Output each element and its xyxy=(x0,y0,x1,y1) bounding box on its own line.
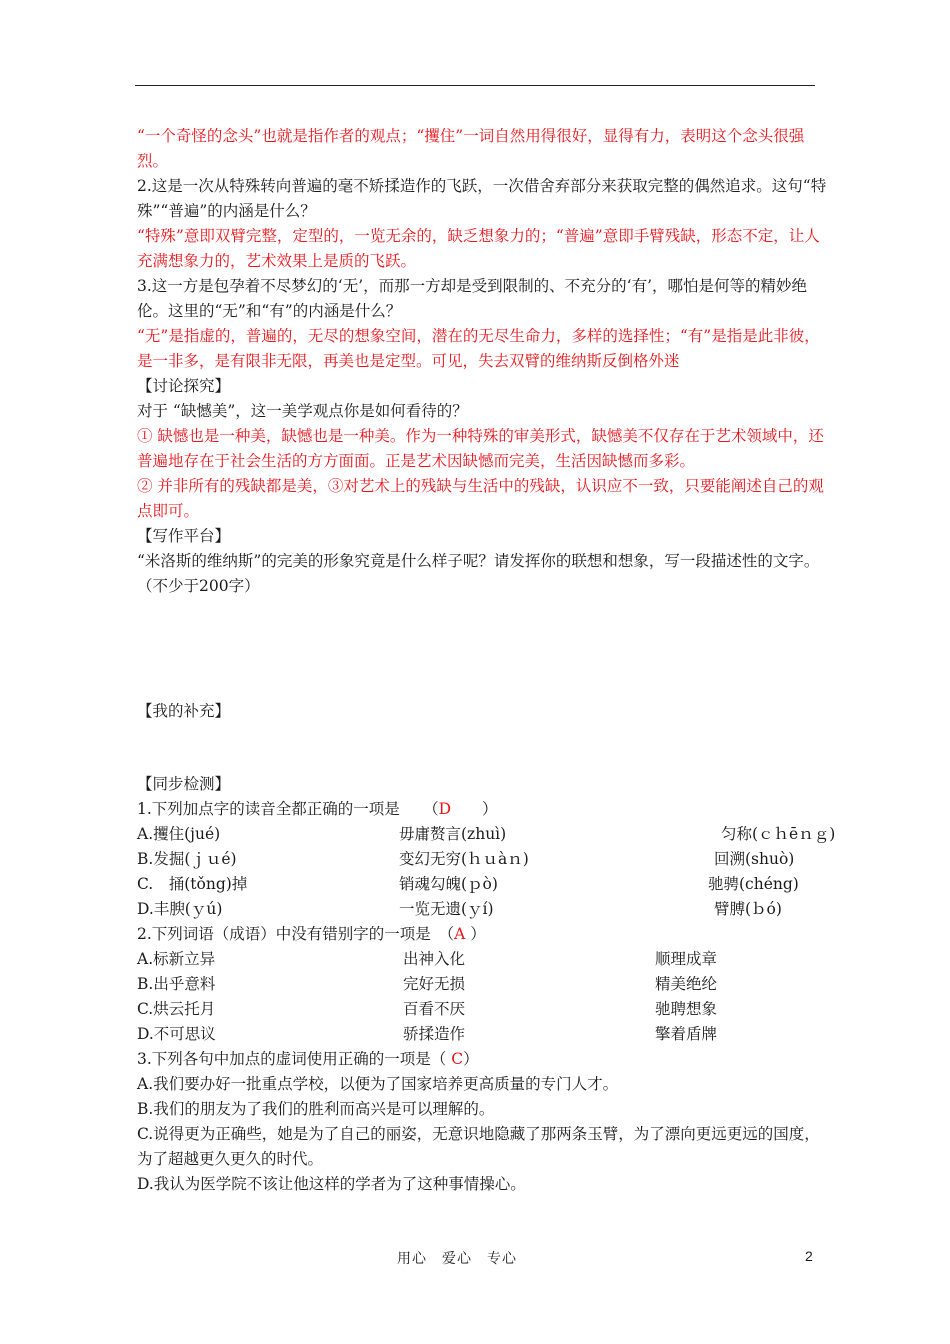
discuss-question: 对于 “缺憾美”，这一美学观点你是如何看待的？ xyxy=(137,402,468,420)
question-3: 3.这一方是包孕着不尽梦幻的‘无’，而那一方却是受到限制的、不充分的‘有’，哪怕是何等的精妙绝伦。这里的“无”和“有”的内涵是什么？ xyxy=(137,277,807,320)
footer-motto: 用心 爱心 专心 xyxy=(397,1251,517,1267)
quiz-option: A.我们要办好一批重点学校，以便为了国家培养更高质量的专门人才。 xyxy=(137,1075,619,1093)
answer-1: “一个奇怪的念头”也就是指作者的观点；“攫住”一词自然用得很好，显得有力，表明这个念头很强烈。 xyxy=(137,127,805,170)
section-heading-discuss: 【讨论探究】 xyxy=(137,377,231,395)
quiz-answer-2: A xyxy=(454,925,466,943)
quiz-question-2: 2.下列词语（成语）中没有错别字的一项是 （A ） xyxy=(137,925,486,943)
quiz-option-row: C.烘云托月 百看不厌 驰聘想象 xyxy=(137,1000,718,1018)
quiz-option-row: A.标新立异 出神入化 顺理成章 xyxy=(137,950,718,968)
quiz-option: B.我们的朋友为了我们的胜利而高兴是可以理解的。 xyxy=(137,1100,495,1118)
quiz-option-row: C. 捅(tǒng)掉 销魂勾魄(ｐò) 驰骋(chéng) xyxy=(137,875,799,893)
section-heading-test: 【同步检测】 xyxy=(137,775,231,793)
answer-2: “特殊”意即双臂完整，定型的，一览无余的，缺乏想象力的；“普遍”意即手臂残缺，形态不定，让人充满想象力的，艺术效果上是质的飞跃。 xyxy=(137,227,820,270)
quiz-option: C.说得更为正确些，她是为了自己的丽姿，无意识地隐藏了那两条玉臂，为了漂向更远更远的国度，为了超越更久更久的时代。 xyxy=(137,1125,820,1168)
page-number: 2 xyxy=(805,1248,813,1264)
quiz-answer-3: C xyxy=(451,1050,464,1068)
writing-prompt: “米洛斯的维纳斯”的完美的形象究竟是什么样子呢？请发挥你的联想和想象，写一段描述性的文字。（不少于200字） xyxy=(137,552,820,595)
section-heading-supplement: 【我的补充】 xyxy=(137,702,231,720)
quiz-option-row: A.攫住(jué) 毋庸赘言(zhuì) 匀称(ｃｈēｎｇ) xyxy=(137,825,836,843)
quiz-option-row: B.出乎意料 完好无损 精美绝纶 xyxy=(137,975,718,993)
quiz-answer-1: D xyxy=(438,800,452,818)
quiz-question-3: 3.下列各句中加点的虚词使用正确的一项是（ C） xyxy=(137,1050,479,1068)
discuss-answer-1: ① 缺憾也是一种美，缺憾也是一种美。作为一种特殊的审美形式，缺憾美不仅存在于艺术领域中，还普遍地存在于社会生活的方方面面。正是艺术因缺憾而完美，生活因缺憾而多彩。 xyxy=(137,427,824,470)
quiz-option: D.我认为医学院不该让他这样的学者为了这种事情操心。 xyxy=(137,1175,526,1193)
quiz-option-row: D.丰腴(ｙú) 一览无遗(ｙí) 臂膊(ｂó) xyxy=(137,900,782,918)
quiz-option-row: D.不可思议 骄揉造作 擎着盾牌 xyxy=(137,1025,718,1043)
answer-3: “无”是指虚的，普遍的，无尽的想象空间，潜在的无尽生命力，多样的选择性；“有”是指是此非彼，是一非多，是有限非无限，再美也是定型。可见，失去双臂的维纳斯反倒格外迷 xyxy=(137,327,820,370)
quiz-question-1: 1.下列加点字的读音全都正确的一项是 （D ） xyxy=(137,800,498,818)
quiz-option-row: B.发掘(ｊｕé) 变幻无穷(ｈｕàｎ) 回溯(shuò) xyxy=(137,850,795,868)
discuss-answer-2: ② 并非所有的残缺都是美，③对艺术上的残缺与生活中的残缺，认识应不一致，只要能阐述自己的观点即可。 xyxy=(137,477,824,520)
question-2: 2.这是一次从特殊转向普遍的毫不矫揉造作的飞跃，一次借舍弃部分来获取完整的偶然追求。这句“特殊”“普遍”的内涵是什么？ xyxy=(137,177,827,220)
document-body xyxy=(137,124,836,1197)
header-rule xyxy=(135,85,815,86)
section-heading-writing: 【写作平台】 xyxy=(137,527,231,545)
